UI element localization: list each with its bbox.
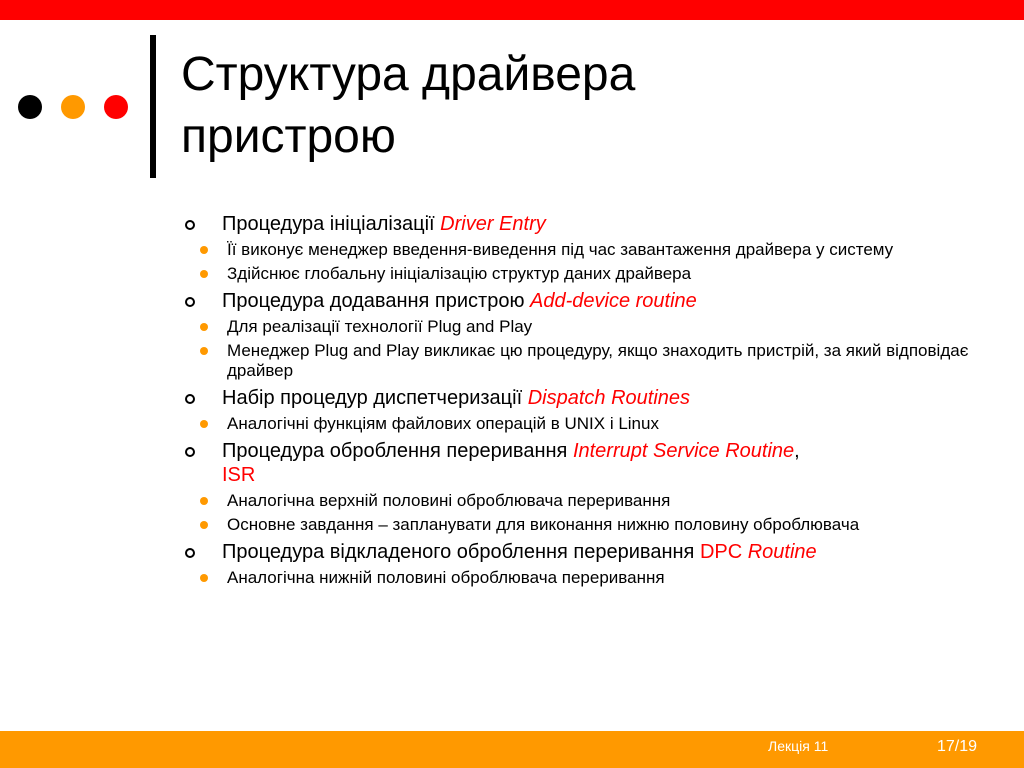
list-item [182,386,1002,410]
subitem-text: Для реалізації технології Plug and Play [227,317,533,336]
subitem-text: Здійснює глобальну ініціалізацію структур даних драйвера [227,264,692,283]
item-text: Процедура оброблення переривання [222,440,573,462]
list-item [182,540,1002,564]
circle-bullet-icon [185,447,195,457]
sublist [182,568,1002,588]
dot-bullet-icon [200,497,208,505]
item-text: Процедура ініціалізації [222,213,441,235]
sublist [182,491,1002,535]
orange-dot-icon [61,95,85,119]
title-line-2: пристрою [181,110,396,163]
dot-bullet-icon [200,347,208,355]
subitem-text: Менеджер Plug and Play викликає цю процедуру, якщо знаходить пристрій, за який відповідає драйвер [227,341,969,380]
item-term: Add-device routine [530,290,697,312]
list-item [182,439,1002,487]
dot-bullet-icon [200,246,208,254]
red-dot-icon [104,95,128,119]
subitem-text: Основне завдання – запланувати для виконання нижню половину оброблювача [227,515,860,534]
subitem-text: Аналогічні функціям файлових операцій в UNIX і Linux [227,414,659,433]
sublist [182,414,1002,434]
circle-bullet-icon [185,548,195,558]
dot-bullet-icon [200,270,208,278]
item-term-abbrev: DPC [699,541,743,563]
sublist-item [142,341,1002,381]
list-item [182,212,1002,236]
sublist [182,240,1002,284]
top-accent-bar [0,0,1024,20]
black-dot-icon [18,95,42,119]
list-item [182,289,1002,313]
sublist-item [142,317,1002,337]
dot-bullet-icon [200,323,208,331]
subitem-text: Аналогічна верхній половині оброблювача переривання [227,491,671,510]
sublist-item [142,264,1002,284]
circle-bullet-icon [185,297,195,307]
subitem-text: Аналогічна нижній половині оброблювача переривання [227,568,665,587]
footer-bar [0,731,1024,768]
sublist-item [142,491,1002,511]
title-line-1: Структура драйвера [181,48,636,101]
sublist-item [142,568,1002,588]
item-term: Driver Entry [440,213,546,235]
item-term-abbrev: ISR [222,464,256,486]
circle-bullet-icon [185,394,195,404]
slide-title [181,44,981,168]
item-text: Процедура додавання пристрою [222,290,531,312]
subitem-text: Її виконує менеджер введення-виведення під час завантаження драйвера у систему [227,240,894,259]
item-term: Dispatch Routines [527,387,691,409]
item-separator: , [794,440,800,462]
circle-bullet-icon [185,220,195,230]
sublist-item [142,414,1002,434]
slide-body [182,212,1002,588]
dot-bullet-icon [200,420,208,428]
dot-bullet-icon [200,574,208,582]
item-term: Routine [747,541,817,563]
title-divider [150,35,156,178]
item-term: Interrupt Service Routine [572,440,795,462]
sublist [182,317,1002,381]
sublist-item [142,515,1002,535]
sublist-item [142,240,1002,260]
page-number: 17/19 [937,738,978,755]
item-text: Процедура відкладеного оброблення переривання [222,541,700,563]
item-text: Набір процедур диспетчеризації [222,387,528,409]
footer-lecture: Лекція 11 [768,738,829,754]
dot-bullet-icon [200,521,208,529]
